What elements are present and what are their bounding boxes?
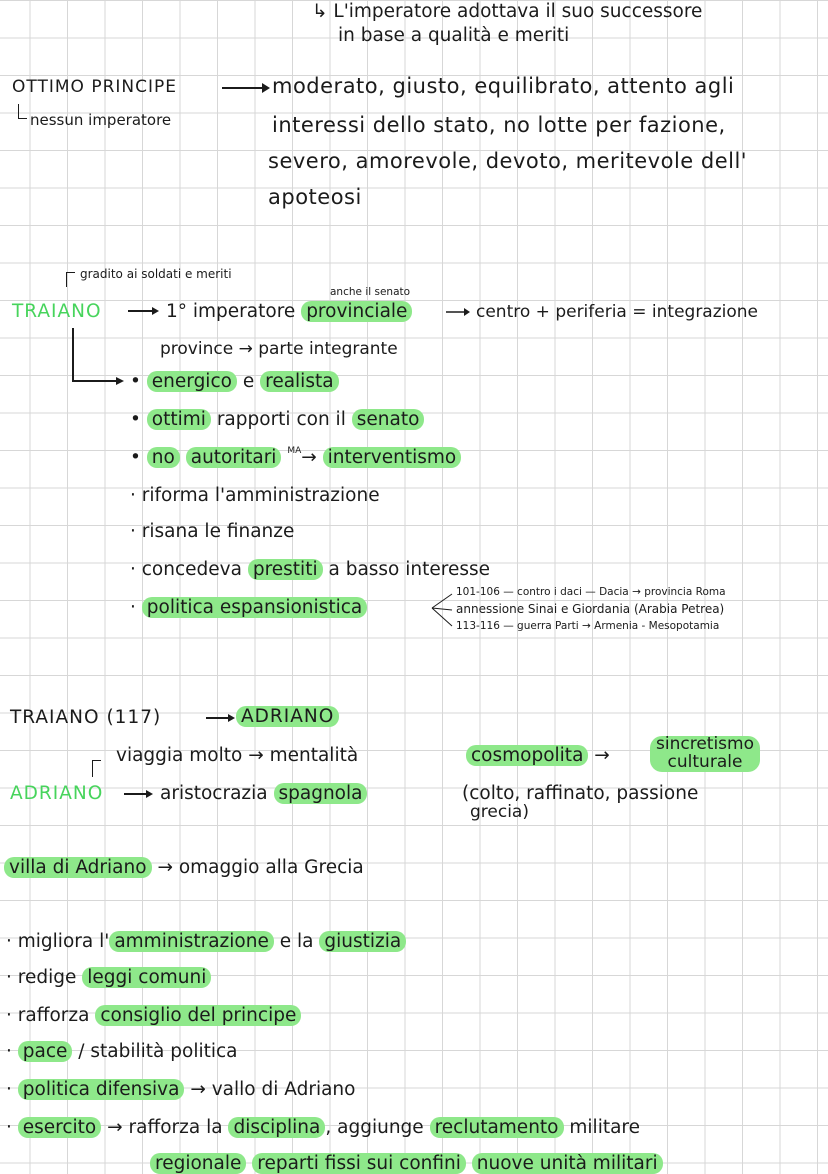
province-parte-integrante: province → parte integrante <box>160 339 398 359</box>
aggiunge-text: , aggiunge <box>325 1117 424 1138</box>
highlight-reparti: reparti fissi sui confini <box>252 1153 466 1174</box>
bullet-senato: • ottimi rapporti con il senato <box>130 410 424 430</box>
colto-line1: (colto, raffinato, passione <box>462 783 699 804</box>
highlight-villa: villa di Adriano <box>4 857 152 878</box>
migliora-text: migliora l' <box>17 931 110 952</box>
highlight-autoritari: autoritari <box>186 447 282 468</box>
highlight-disciplina: disciplina <box>228 1117 325 1138</box>
highlight-giustizia: giustizia <box>319 931 406 952</box>
highlight-realista: realista <box>260 371 338 392</box>
espansione-parti: 113-116 — guerra Parti → Armenia - Mesopotamia <box>456 620 720 632</box>
espansione-daci: 101-106 — contro i daci — Dacia → provincia Roma <box>456 586 726 598</box>
villa-adriano: villa di Adriano → omaggio alla Grecia <box>4 858 364 878</box>
highlight-no: no <box>147 447 180 468</box>
bullet-regionale <box>150 1154 663 1174</box>
bullet-riforma: · riforma l'amministrazione <box>130 485 380 506</box>
e-la-text: e la <box>279 931 314 952</box>
colto-line2: grecia) <box>470 802 529 822</box>
bullet-pace: · pace / stabilità politica <box>6 1041 238 1062</box>
highlight-energico: energico <box>147 371 237 392</box>
highlight-prestiti: prestiti <box>248 559 323 580</box>
ottimo-desc-line3: severo, amorevole, devoto, meritevole dell' <box>268 149 748 173</box>
stabilita-text: / stabilità politica <box>78 1041 238 1062</box>
bullet-finanze: · risana le finanze <box>130 521 295 542</box>
highlight-reclutamento: reclutamento <box>430 1117 564 1138</box>
bullet-difensiva: · politica difensiva → vallo di Adriano <box>6 1079 356 1100</box>
first-imperatore-text: 1° imperatore <box>166 301 296 322</box>
succession-note-line1: ↳ L'imperatore adottava il suo successore <box>312 1 703 22</box>
bullet-autoritari: • no autoritari $^{MA}$→ interventismo <box>130 448 461 468</box>
highlight-ottimi: ottimi <box>147 409 211 430</box>
culturale-text: culturale <box>667 751 743 772</box>
bullet-leggi: · redige leggi comuni <box>6 968 211 988</box>
ottimo-principe-sub: nessun imperatore <box>30 111 172 129</box>
traiano-title: TRAIANO <box>12 301 102 322</box>
bullet-espansione: · politica espansionistica <box>130 598 367 618</box>
ma-label: MA <box>287 446 302 456</box>
viaggia-text: viaggia molto → mentalità <box>116 745 359 766</box>
finanze-text: risana le finanze <box>141 521 295 542</box>
vallo-text: vallo di Adriano <box>211 1079 356 1100</box>
aristocrazia <box>160 784 367 804</box>
rafforza-la-text: rafforza la <box>128 1117 223 1138</box>
sincretismo-text: sincretismo <box>656 734 754 754</box>
cosmopolita: cosmopolita → <box>466 746 610 766</box>
highlight-politica-espansionistica: politica espansionistica <box>142 597 367 618</box>
highlight-regionale: regionale <box>150 1153 246 1174</box>
highlight-consiglio: consiglio del principe <box>95 1005 301 1026</box>
omaggio-text: omaggio alla Grecia <box>178 857 364 878</box>
centro-periferia: centro + periferia = integrazione <box>476 302 759 322</box>
note-anche-senato: anche il senato <box>330 286 411 298</box>
highlight-esercito: esercito <box>18 1117 102 1138</box>
ottimo-desc-line4: apoteosi <box>268 185 362 209</box>
note-gradito: gradito ai soldati e meriti <box>80 267 232 281</box>
highlight-amministrazione: amministrazione <box>109 931 274 952</box>
highlight-nuove-unita: nuove unità militari <box>472 1153 663 1174</box>
highlight-senato: senato <box>352 409 425 430</box>
highlight-provinciale: provinciale <box>301 301 412 322</box>
espansione-sinai: annessione Sinai e Giordania (Arabia Petrea) <box>456 602 725 616</box>
highlight-spagnola: spagnola <box>274 783 368 804</box>
basso-interesse-text: a basso interesse <box>328 559 490 580</box>
highlight-cosmopolita: cosmopolita <box>466 745 588 766</box>
militare-text: militare <box>569 1117 641 1138</box>
highlight-interventismo: interventismo <box>323 447 462 468</box>
rafforza-text: rafforza <box>17 1005 90 1026</box>
adriano-title: ADRIANO <box>10 783 104 804</box>
aristocrazia-text: aristocrazia <box>160 783 268 804</box>
ottimo-principe-title: OTTIMO PRINCIPE <box>12 77 177 97</box>
succession-note-line2: in base a qualità e meriti <box>338 25 570 46</box>
bullet-esercito: · esercito → rafforza la disciplina , aggiunge reclutamento militare <box>6 1117 641 1138</box>
ottimo-desc-line1: moderato, giusto, equilibrato, attento agli <box>272 74 735 98</box>
ottimo-desc-line2: interessi dello stato, no lotte per fazione, <box>272 113 726 137</box>
riforma-text: riforma l'amministrazione <box>141 485 380 506</box>
concedeva-text: concedeva <box>141 559 242 580</box>
highlight-pace: pace <box>18 1041 73 1062</box>
bullet-amministrazione: · migliora l' amministrazione e la giustizia <box>6 932 406 952</box>
bullet-prestiti: · concedeva prestiti a basso interesse <box>130 559 490 580</box>
traiano-117: TRAIANO (117) <box>10 707 162 728</box>
highlight-leggi-comuni: leggi comuni <box>82 967 211 988</box>
highlight-adriano: ADRIANO <box>236 706 339 727</box>
rapporti-text: rapporti con il <box>216 409 346 430</box>
highlight-politica-difensiva: politica difensiva <box>18 1079 185 1100</box>
bullet-energico: • energico e realista <box>130 372 339 392</box>
redige-text: redige <box>17 967 77 988</box>
bullet-consiglio: · rafforza consiglio del principe <box>6 1006 301 1026</box>
word-e: e <box>242 371 255 392</box>
